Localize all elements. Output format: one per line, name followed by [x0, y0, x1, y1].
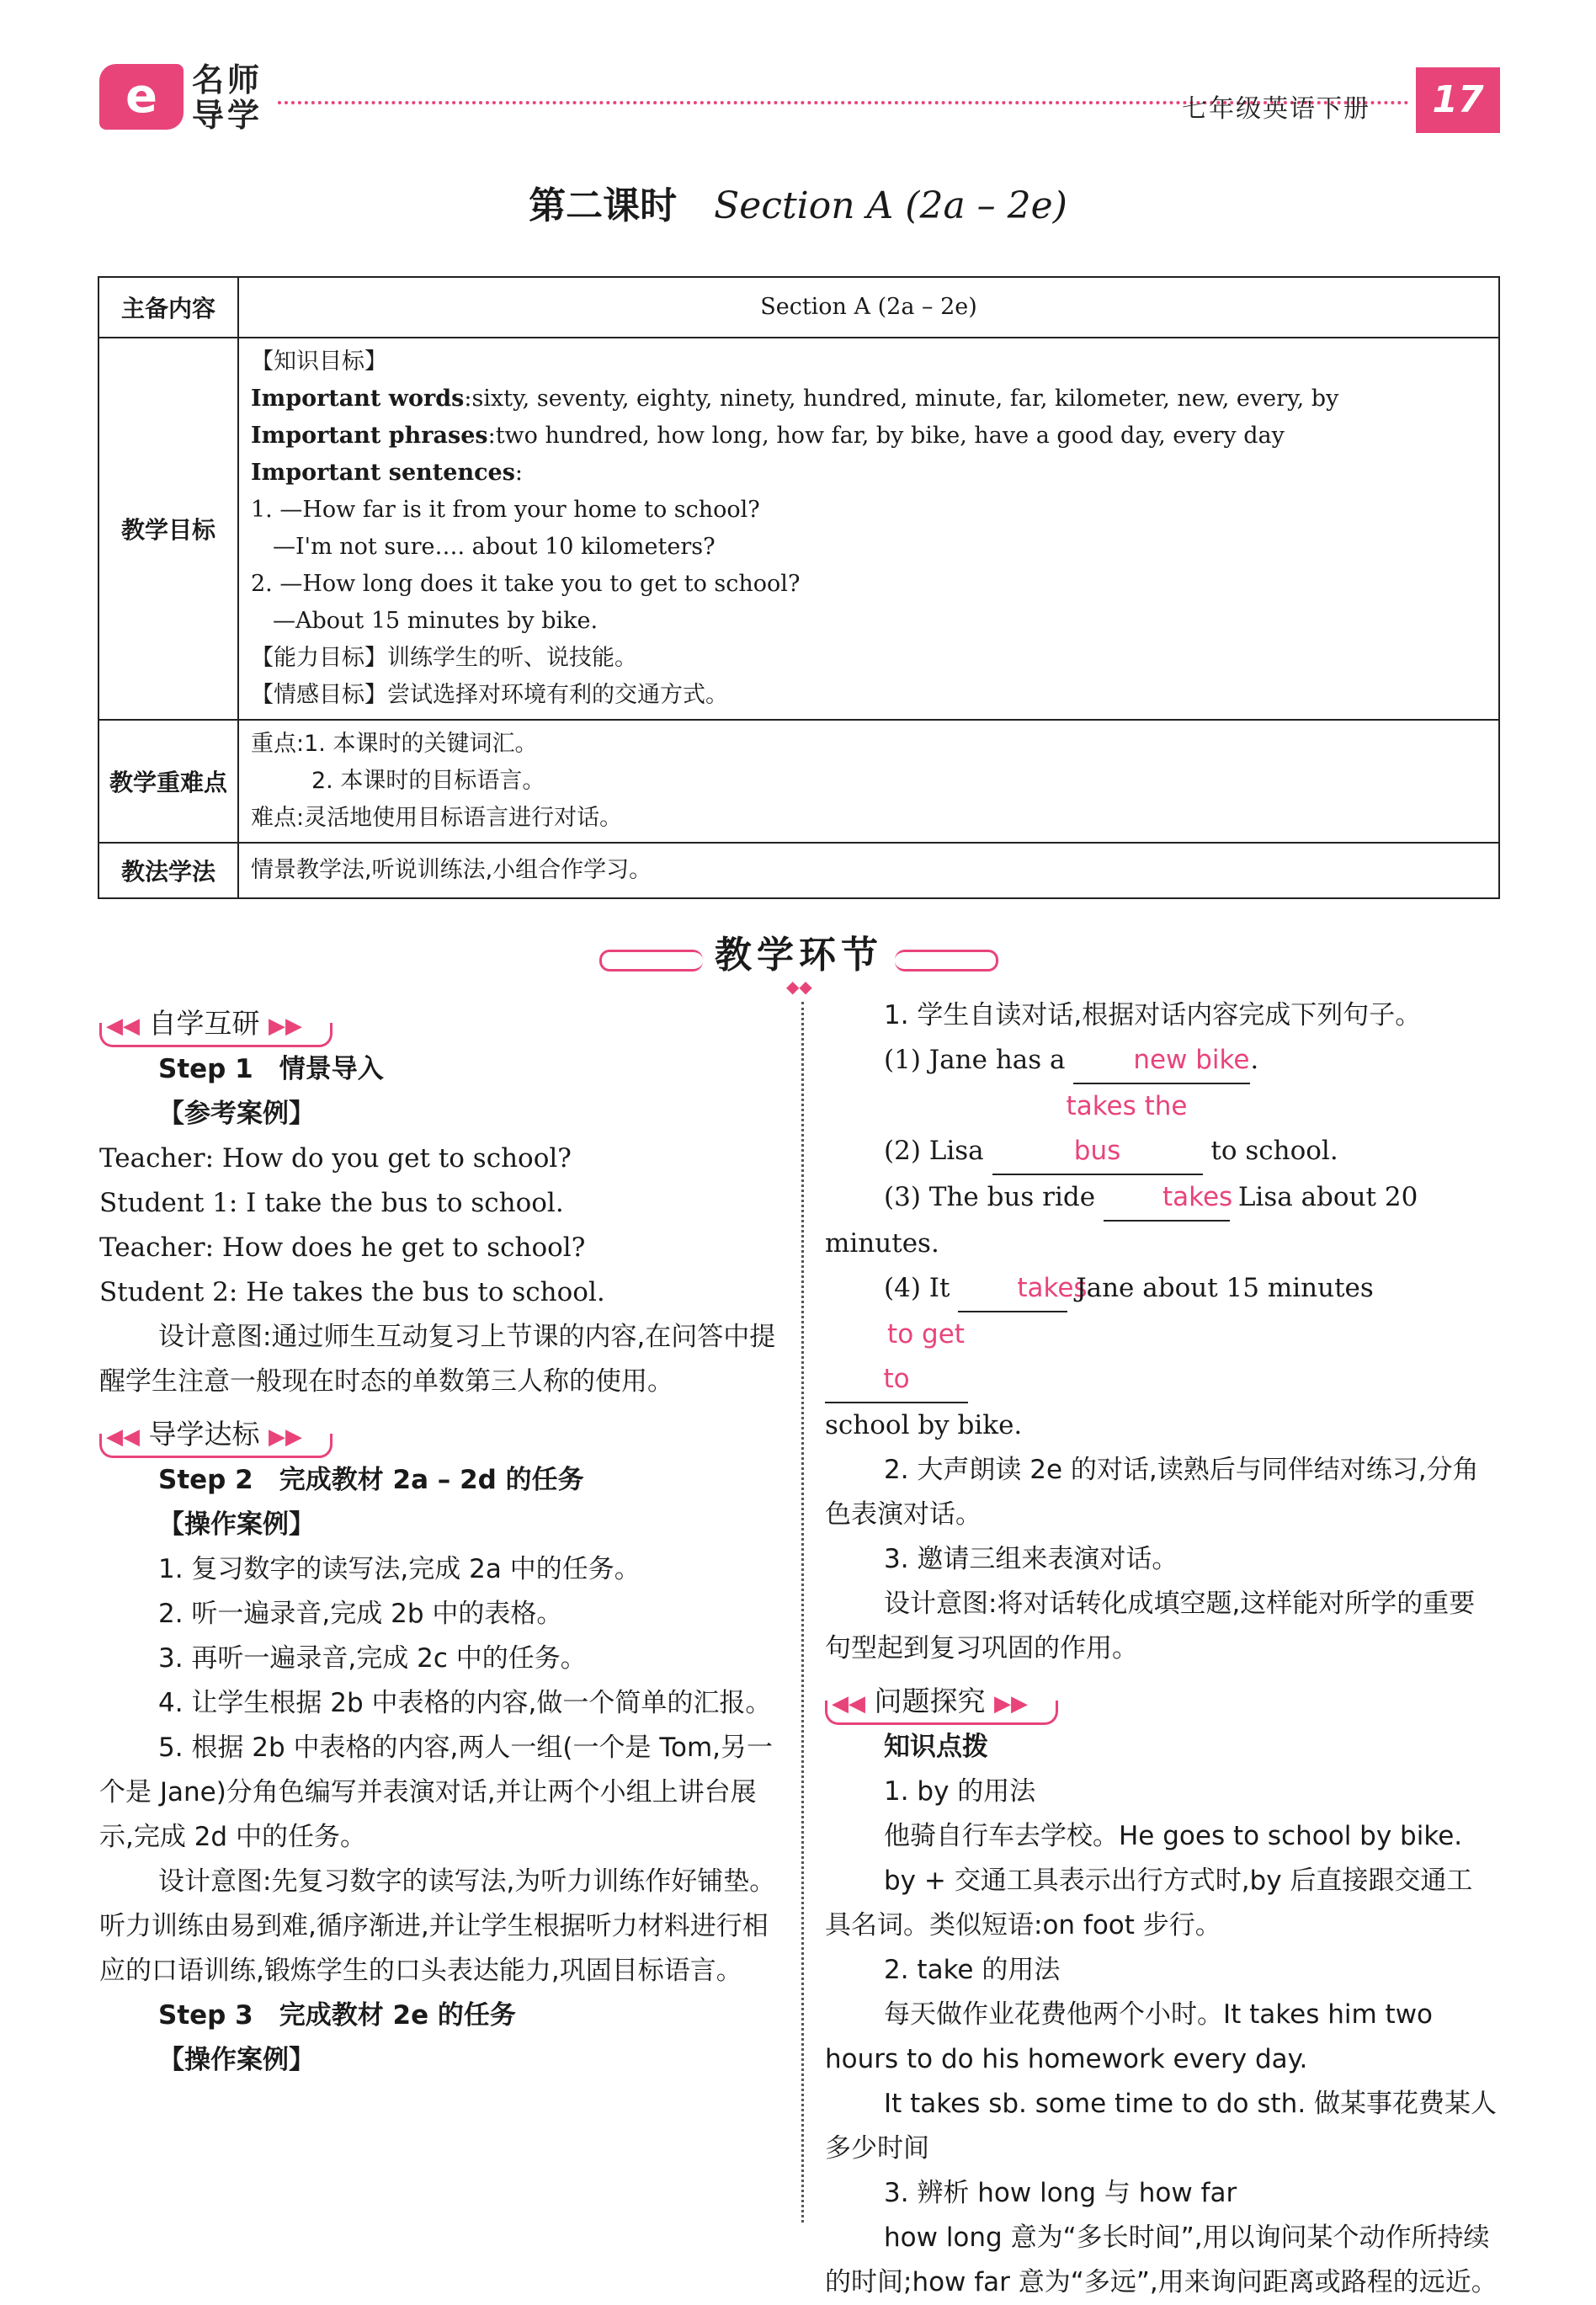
banner-title: 教学环节	[715, 934, 883, 977]
lesson-plan-table	[98, 276, 1500, 899]
fill-blank-question	[825, 1266, 1498, 1403]
row-label: 教法学法	[98, 843, 238, 898]
step-heading: Step 1 情景导入	[158, 1054, 384, 1084]
list-item: 4. 让学生根据 2b 中表格的内容,做一个简单的汇报。	[158, 1688, 772, 1718]
important-words	[251, 381, 1487, 418]
question-text: .	[1250, 1045, 1259, 1075]
key-point-2: 2. 本课时的目标语言。	[311, 768, 545, 794]
dialogue-line: Teacher: How does he get to school?	[99, 1232, 586, 1263]
case-heading: 【操作案例】	[158, 1509, 315, 1540]
row-content: Section A (2a – 2e)	[238, 277, 1499, 338]
words-list: :sixty, seventy, eighty, ninety, hundred, minute, far, kilometer, new, every, by	[464, 386, 1339, 412]
case-heading: 【操作案例】	[158, 2045, 315, 2075]
double-arrow-right-icon: ▶▶	[269, 1424, 302, 1450]
column-divider	[801, 1002, 804, 2222]
emotion-goal: 【情感目标】尝试选择对环境有利的交通方式。	[251, 682, 728, 708]
step-heading: Step 2 完成教材 2a – 2d 的任务	[158, 1465, 584, 1495]
list-item: 5. 根据 2b 中表格的内容,两人一组(一个是 Tom,另一个是 Jane)分角色编写并表演对话,并让两个小组上讲台展示,完成 2d 中的任务。	[99, 1733, 774, 1852]
sentences-label: Important sentences	[251, 460, 515, 486]
question-text: (4) It	[884, 1273, 950, 1303]
row-label: 主备内容	[98, 277, 238, 338]
publisher-logo	[99, 59, 293, 136]
logo-badge: e	[99, 64, 184, 130]
double-arrow-left-icon: ◀◀	[106, 1014, 140, 1039]
teaching-goals	[238, 338, 1499, 720]
question-text: (2) Lisa	[884, 1136, 984, 1166]
section-banner	[599, 924, 998, 997]
section-tag	[99, 1416, 332, 1453]
point-text: by + 交通工具表示出行方式时,by 后直接跟交通工具名词。类似短语:on foot 步行。	[825, 1866, 1473, 1940]
sentence-2a: 2. —How long does it take you to get to school?	[251, 571, 801, 597]
dialogue-line: Teacher: How do you get to school?	[99, 1143, 572, 1174]
fill-blank-question	[825, 1175, 1498, 1266]
question-text: Lisa about 20 minutes.	[825, 1182, 1418, 1259]
logo-text-line2: 导学	[192, 97, 263, 134]
lesson-title-zh: 第二课时	[529, 184, 678, 227]
point-heading: 2. take 的用法	[884, 1955, 1061, 1985]
point-heading: 3. 辨析 how long 与 how far	[884, 2178, 1237, 2208]
phrases-list: :two hundred, how long, how far, by bike, have a good day, every day	[487, 423, 1285, 449]
page-number: 17	[1416, 67, 1500, 133]
point-text: 他骑自行车去学校。He goes to school by bike.	[884, 1821, 1463, 1851]
list-item: 2. 听一遍录音,完成 2b 中的表格。	[158, 1599, 563, 1629]
logo-text	[192, 62, 293, 133]
point-text: how long 意为“多长时间”,用以询问某个动作所持续的时间;how far 意为“多远”,用来询问距离或路程的远近。	[825, 2222, 1498, 2297]
key-point-1: 重点:1. 本课时的关键词汇。	[251, 731, 538, 757]
table-row	[98, 843, 1499, 898]
diamond-icon: ◆◆	[786, 977, 812, 997]
point-heading: 1. by 的用法	[884, 1776, 1036, 1807]
answer-blank: to get to	[825, 1312, 968, 1403]
design-intent: 设计意图:先复习数字的读写法,为听力训练作好铺垫。听力训练由易到难,循序渐进,并让学生根据听力材料进行相应的口语训练,锻炼学生的口头表达能力,巩固目标语言。	[99, 1866, 776, 1986]
important-phrases	[251, 418, 1487, 455]
double-arrow-left-icon: ◀◀	[106, 1424, 140, 1450]
table-row	[98, 277, 1499, 338]
answer-blank: takes	[958, 1266, 1067, 1312]
task-item: 3. 邀请三组来表演对话。	[884, 1544, 1178, 1574]
sentence-1a: 1. —How far is it from your home to school?	[251, 497, 760, 523]
design-intent: 设计意图:通过师生互动复习上节课的内容,在问答中提醒学生注意一般现在时态的单数第三人称的使用。	[99, 1322, 776, 1397]
dialogue-line: Student 2: He takes the bus to school.	[99, 1277, 605, 1307]
table-row	[98, 338, 1499, 720]
lesson-title-en: Section A (2a – 2e)	[714, 184, 1067, 227]
left-column	[99, 993, 778, 2083]
knowledge-head: 【知识目标】	[251, 349, 387, 375]
book-name: 七年级英语下册	[1182, 94, 1370, 124]
words-label: Important words	[251, 386, 465, 412]
row-label: 教学重难点	[98, 720, 238, 843]
tag-label: 问题探究	[874, 1685, 986, 1717]
design-intent: 设计意图:将对话转化成填空题,这样能对所学的重要句型起到复习巩固的作用。	[825, 1589, 1476, 1664]
point-text: It takes sb. some time to do sth. 做某事花费某人多少时间	[825, 2089, 1498, 2164]
question-text: to school.	[1210, 1136, 1338, 1166]
double-arrow-left-icon: ◀◀	[832, 1691, 865, 1717]
case-heading: 【参考案例】	[158, 1099, 315, 1129]
double-arrow-right-icon: ▶▶	[994, 1691, 1028, 1717]
lesson-title	[0, 175, 1596, 229]
point-text: 每天做作业花费他两个小时。It takes him two hours to do his homework every day.	[825, 1999, 1434, 2074]
ability-goal: 【能力目标】训练学生的听、说技能。	[251, 645, 637, 671]
sentence-2b: —About 15 minutes by bike.	[273, 608, 598, 634]
difficult-point: 难点:灵活地使用目标语言进行对话。	[251, 805, 623, 831]
question-text: (3) The bus ride	[884, 1182, 1096, 1212]
section-tag	[825, 1683, 1058, 1720]
fill-blank-question	[825, 1038, 1498, 1084]
fill-blank-question	[825, 1084, 1498, 1175]
row-content: 情景教学法,听说训练法,小组合作学习。	[238, 843, 1499, 898]
logo-text-line1: 名师	[192, 61, 263, 98]
question-text: school by bike.	[825, 1410, 1023, 1440]
row-label: 教学目标	[98, 338, 238, 720]
tag-label: 自学互研	[148, 1007, 260, 1040]
sentences-colon: :	[514, 460, 523, 486]
important-sentences	[251, 455, 1487, 492]
key-difficult-points	[238, 720, 1499, 843]
list-item: 3. 再听一遍录音,完成 2c 中的任务。	[158, 1643, 587, 1674]
step-heading: Step 3 完成教材 2e 的任务	[158, 2000, 516, 2031]
phrases-label: Important phrases	[251, 423, 488, 449]
task-item: 1. 学生自读对话,根据对话内容完成下列句子。	[884, 1000, 1422, 1030]
dialogue-line: Student 1: I take the bus to school.	[99, 1188, 564, 1218]
section-tag	[99, 1005, 332, 1042]
list-item: 1. 复习数字的读写法,完成 2a 中的任务。	[158, 1554, 641, 1584]
task-item: 2. 大声朗读 2e 的对话,读熟后与同伴结对练习,分角色表演对话。	[825, 1455, 1479, 1530]
table-row	[98, 720, 1499, 843]
question-text: (1) Jane has a	[884, 1045, 1066, 1075]
right-column	[825, 993, 1498, 2305]
tag-label: 导学达标	[148, 1418, 260, 1451]
sentence-1b: —I'm not sure…. about 10 kilometers?	[273, 534, 716, 560]
answer-blank: takes the bus	[992, 1084, 1203, 1175]
answer-blank: takes	[1104, 1175, 1230, 1222]
double-arrow-right-icon: ▶▶	[269, 1014, 302, 1039]
knowledge-heading: 知识点拨	[884, 1732, 988, 1762]
question-text: Jane about 15 minutes	[1076, 1273, 1374, 1303]
answer-blank: new bike	[1073, 1038, 1250, 1084]
